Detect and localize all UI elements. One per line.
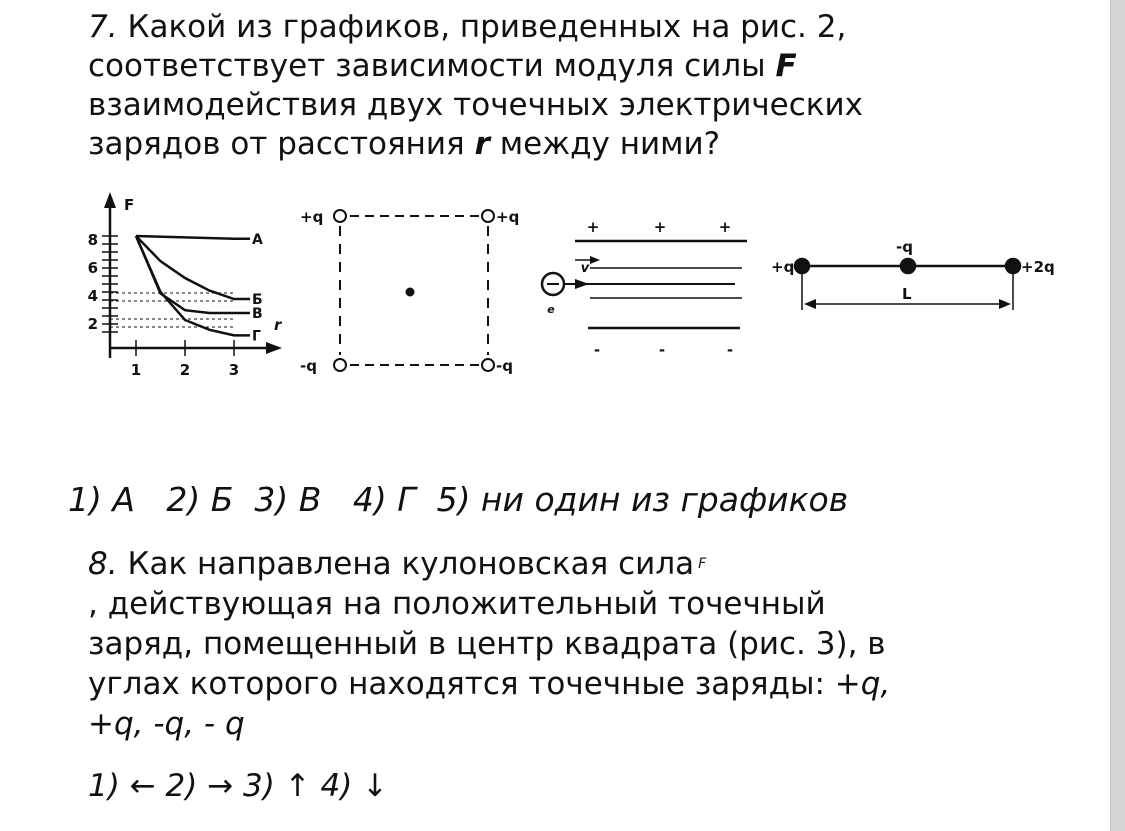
q7-answers: 1) А 2) Б 3) В 4) Г 5) ни один из графиков (68, 480, 849, 519)
q7-number: 7. (88, 9, 118, 45)
curve-label-2: Б (252, 292, 263, 308)
plate-minus-2: - (658, 341, 666, 359)
charge-bottom-right (482, 359, 494, 371)
q7-text-4b: между ними? (489, 126, 721, 162)
charge-top-right (482, 210, 494, 222)
x-axis-arrow-icon (266, 342, 282, 354)
q7-var-r: r (474, 126, 490, 162)
q7-text-3: взаимодействия двух точечных электрических (88, 87, 863, 123)
plate-plus-3: + (718, 218, 732, 236)
velocity-label: v (580, 261, 590, 276)
figures (70, 180, 1070, 390)
q8-line-4 (88, 664, 1078, 704)
q7-text-2: соответствует зависимости модуля силы (88, 48, 776, 84)
figure-graph (102, 192, 282, 358)
q8-text-2: , действующая на положительный точечный (88, 586, 826, 622)
q8-text-4a: углах которого находятся точечные заряды: (88, 666, 835, 702)
question-8 (88, 544, 1078, 744)
q8-text-3: заряд, помещенный в центр квадрата (рис. 3), в (88, 626, 886, 662)
plate-plus-2: + (653, 218, 667, 236)
x-tick-3: 3 (228, 361, 240, 379)
line-left-label: +q (771, 258, 795, 276)
charge-middle-dot (901, 259, 915, 273)
charge-top-left (334, 210, 346, 222)
q7-line-2 (88, 47, 1068, 86)
q8-text-5: +q, -q, - q (88, 706, 245, 742)
q7-line-3 (88, 86, 1068, 125)
q7-line-1 (88, 8, 1068, 47)
scrollbar-strip[interactable] (1110, 0, 1125, 831)
particle-label: e (547, 303, 555, 316)
charge-left-dot (795, 259, 809, 273)
distance-label: L (902, 285, 912, 303)
square-top-right-label: +q (496, 208, 520, 226)
plate-minus-1: - (593, 341, 601, 359)
curve-2 (136, 236, 250, 299)
line-right-label: +2q (1021, 258, 1055, 276)
graph-y-label: F (124, 196, 135, 214)
q7-text-4a: зарядов от расстояния (88, 126, 475, 162)
graph-curves (136, 236, 250, 335)
figure-plates (542, 241, 747, 328)
q8-answers: 1) ← 2) → 3) ↑ 4) ↓ (88, 768, 389, 804)
q8-line-3 (88, 624, 1078, 664)
question-7 (88, 8, 1068, 164)
trajectory-arrow-icon (575, 279, 589, 289)
square-bottom-right-label: -q (496, 357, 513, 375)
y-tick-4: 4 (87, 287, 98, 305)
y-axis-arrow-icon (104, 192, 116, 208)
plate-plus-1: + (586, 218, 600, 236)
charge-right-dot (1006, 259, 1020, 273)
q8-line-2 (88, 584, 1078, 624)
curve-1 (136, 236, 250, 239)
graph-curve-labels (252, 232, 263, 345)
q7-line-4 (88, 125, 1068, 164)
force-symbol: F (698, 556, 707, 572)
curve-label-3: В (252, 306, 263, 322)
plate-minus-3: - (726, 341, 734, 359)
q7-var-f: F (775, 48, 797, 84)
center-point (407, 289, 414, 296)
distance-arrow-right-icon (999, 299, 1011, 309)
figure-square (334, 210, 494, 371)
velocity-arrow-icon (590, 256, 600, 264)
graph-x-label: r (274, 316, 282, 334)
y-tick-2: 2 (87, 315, 98, 333)
distance-arrow-left-icon (804, 299, 816, 309)
square-top-left-label: +q (300, 208, 324, 226)
y-tick-6: 6 (87, 259, 98, 277)
x-tick-2: 2 (179, 361, 191, 379)
q8-number: 8. (88, 546, 118, 582)
curve-label-1: А (252, 231, 263, 248)
q8-text-1: Как направлена кулоновская сила (127, 546, 695, 582)
charge-bottom-left (334, 359, 346, 371)
q8-line-5 (88, 704, 1078, 744)
q8-text-4b: +q, (834, 666, 891, 702)
q8-line-1 (88, 544, 1078, 584)
q7-text-1: Какой из графиков, приведенных на рис. 2, (127, 9, 847, 45)
line-middle-label: -q (896, 238, 913, 256)
curve-label-4: Г (252, 328, 261, 345)
y-tick-8: 8 (87, 231, 98, 249)
curve-4 (136, 236, 250, 335)
square-bottom-left-label: -q (300, 357, 317, 375)
x-tick-1: 1 (130, 361, 142, 379)
